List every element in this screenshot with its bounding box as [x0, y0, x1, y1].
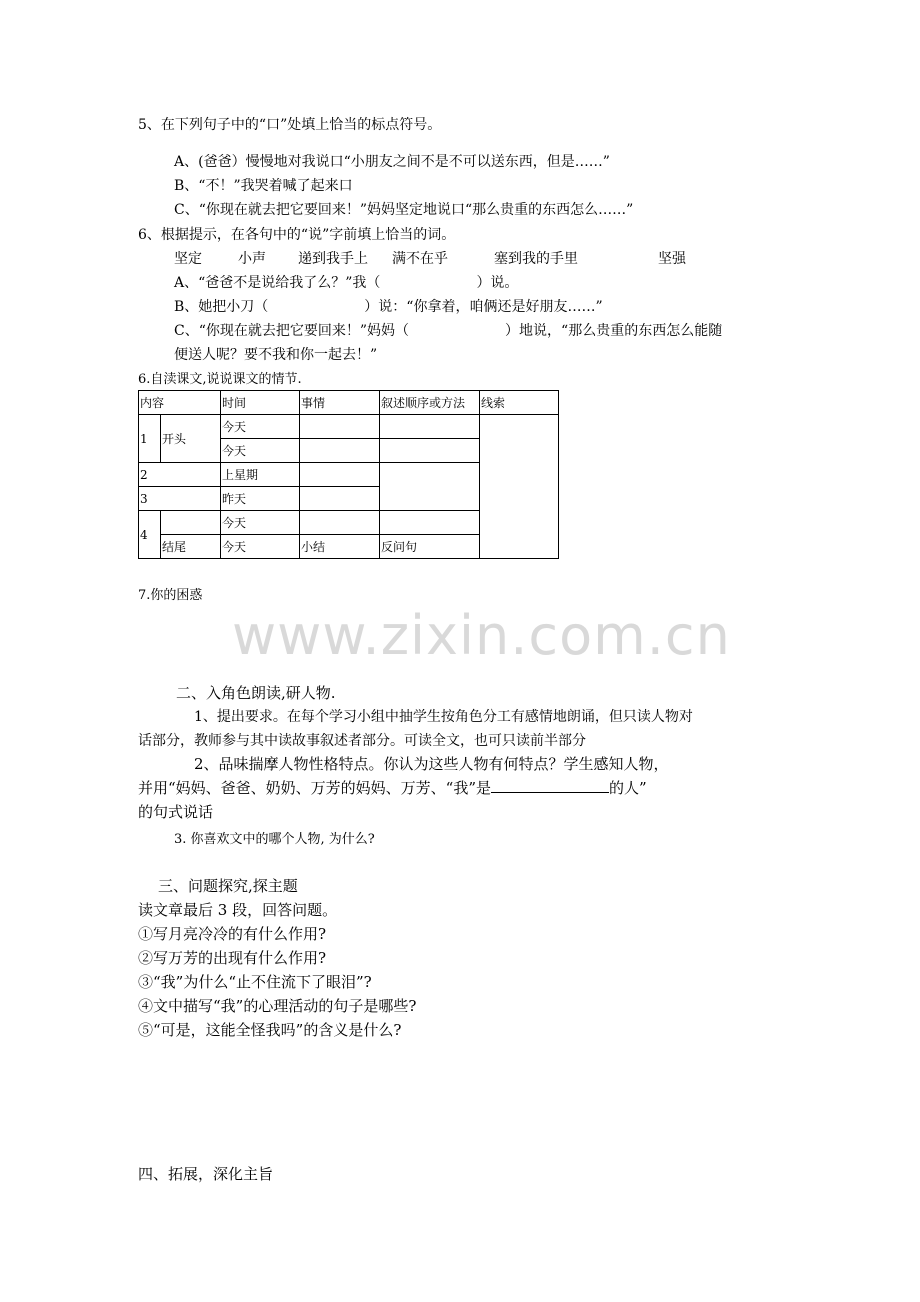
answer-blank-line[interactable]: [491, 778, 609, 793]
sec3-question-1: ①写月亮冷冷的有什么作用?: [138, 925, 327, 943]
cell-event-blank[interactable]: [300, 511, 380, 535]
hint-word: 塞到我的手里: [494, 251, 578, 267]
sec3-title: 三、问题探究,探主题: [158, 877, 298, 895]
sec3-question-2: ②写万芳的出现有什么作用?: [138, 949, 327, 967]
sec3-intro: 读文章最后 3 段，回答问题。: [138, 901, 338, 919]
q6-c-text: C、“你现在就去把它要回来！”妈妈（: [174, 323, 410, 339]
cell-time: 上星期: [221, 463, 300, 487]
cell-method-blank[interactable]: [380, 511, 480, 535]
cell-clue-blank[interactable]: [480, 415, 559, 559]
sec2-p1-line2: 话部分，教师参与其中读故事叙述者部分。可读全文，也可只读前半部分: [138, 733, 586, 749]
sec2-p2-line2: [138, 777, 647, 798]
cell-event: 小结: [300, 535, 380, 559]
cell-method-blank[interactable]: [380, 415, 480, 439]
row-number: 1: [139, 415, 161, 463]
sec2-p2-tail: 的人”: [609, 779, 647, 797]
header-time: 时间: [221, 391, 300, 415]
q6-sentence-c-cont: 便送人呢？要不我和你一起去！”: [174, 347, 378, 363]
hint-word: 小声: [238, 251, 266, 267]
plot-table: [138, 390, 559, 559]
q6-sentence-c: [174, 320, 722, 340]
cell-method-blank[interactable]: [380, 463, 480, 511]
q6b-title: 6.自渎课文,说说课文的情节.: [138, 372, 302, 387]
q5-option-c: C、“你现在就去把它要回来！”妈妈坚定地说口“那么贵重的东西怎么……”: [174, 202, 634, 218]
sec2-p2-line1: 2、品味揣摩人物性格特点。你认为这些人物有何特点？学生感知人物，: [194, 755, 669, 773]
q6-sentence-b: [174, 296, 603, 316]
q7-title: 7.你的困惑: [138, 588, 203, 603]
hint-word: 坚定: [174, 251, 202, 267]
watermark-logo: www.zixin.com.cn: [232, 604, 731, 667]
sec3-question-3: ③“我”为什么“止不住流下了眼泪”?: [138, 973, 372, 991]
q6-b-tail: ）说：“你拿着，咱俩还是好朋友……”: [364, 299, 603, 315]
row-number: 2: [139, 463, 221, 487]
cell-method-blank[interactable]: [380, 439, 480, 463]
table-header-row: [139, 391, 559, 415]
cell-event-blank[interactable]: [300, 415, 380, 439]
row-label: 开头: [161, 415, 221, 463]
cell-label-blank[interactable]: [161, 511, 221, 535]
q6-a-text: A、“爸爸不是说给我了么？”我（: [174, 275, 381, 291]
cell-time: 今天: [221, 439, 300, 463]
q5-option-a: A、(爸爸）慢慢地对我说口“小朋友之间不是不可以送东西，但是……”: [174, 154, 610, 170]
sec2-p1-line1: 1、提出要求。在每个学习小组中抽学生按角色分工有感情地朗诵，但只读人物对: [194, 709, 693, 725]
q6-sentence-a: [174, 272, 518, 292]
q6-a-tail: ）说。: [476, 275, 519, 291]
cell-event-blank[interactable]: [300, 487, 380, 511]
sec2-p2-text: 并用“妈妈、爸爸、奶奶、万芳的妈妈、万芳、“我”是: [138, 779, 492, 797]
header-content: 内容: [139, 391, 221, 415]
sec2-p2-line3: 的句式说话: [138, 803, 214, 821]
cell-time: 昨天: [221, 487, 300, 511]
table-row: [139, 415, 559, 439]
hint-word: 坚强: [658, 251, 686, 267]
cell-time: 今天: [221, 535, 300, 559]
cell-event-blank[interactable]: [300, 439, 380, 463]
sec3-question-5: ⑤“可是，这能全怪我吗”的含义是什么?: [138, 1021, 402, 1039]
sec3-question-4: ④文中描写“我”的心理活动的句子是哪些?: [138, 997, 417, 1015]
q5-option-b: B、“不！”我哭着喊了起来口: [174, 178, 353, 194]
header-event: 事情: [300, 391, 380, 415]
cell-event-blank[interactable]: [300, 463, 380, 487]
q5-title: 5、在下列句子中的“口”处填上恰当的标点符号。: [138, 117, 442, 133]
header-method: 叙述顺序或方法: [380, 391, 480, 415]
sec4-title: 四、拓展，深化主旨: [138, 1165, 274, 1183]
hint-word: 递到我手上: [298, 251, 368, 267]
q6-b-text: B、她把小刀（: [174, 299, 269, 315]
sec2-p3: 3. 你喜欢文中的哪个人物, 为什么?: [174, 832, 375, 847]
header-clue: 线索: [480, 391, 559, 415]
row-label: 结尾: [161, 535, 221, 559]
cell-time: 今天: [221, 511, 300, 535]
sec2-title: 二、入角色朗读,研人物.: [176, 684, 336, 702]
q6-c-tail: ）地说，“那么贵重的东西怎么能随: [505, 323, 723, 339]
q6-title: 6、根据提示，在各句中的“说”字前填上恰当的词。: [138, 227, 456, 243]
cell-method: 反问句: [380, 535, 480, 559]
row-number: 3: [139, 487, 221, 511]
row-number: 4: [139, 511, 161, 559]
hint-word: 满不在乎: [392, 251, 448, 267]
cell-time: 今天: [221, 415, 300, 439]
